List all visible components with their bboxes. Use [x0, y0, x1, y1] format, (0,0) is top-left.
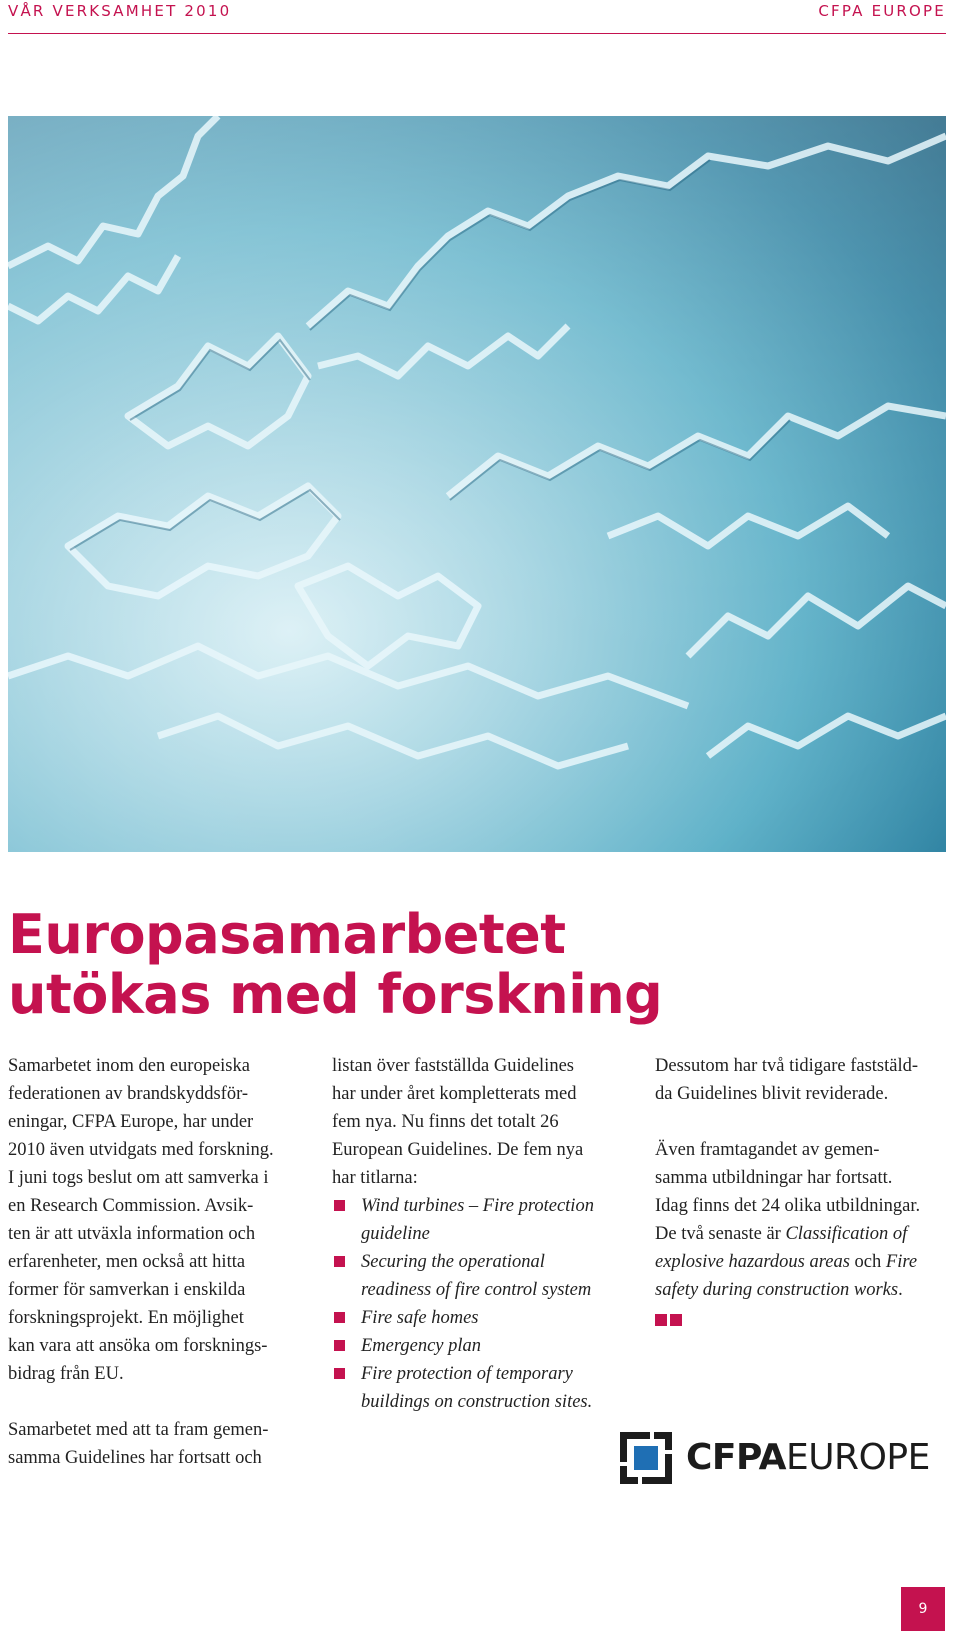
body-line: [655, 1276, 955, 1304]
bullet-square-icon: [334, 1256, 345, 1267]
body-column-1: [8, 1052, 308, 1472]
bullet-square-icon: [334, 1312, 345, 1323]
body-text: .: [898, 1280, 903, 1300]
list-item-line: Fire protection of temporary: [361, 1364, 573, 1384]
course-title: Fire: [885, 1252, 918, 1272]
list-item: [332, 1360, 652, 1416]
course-title: Classification of: [785, 1224, 908, 1244]
list-item-line: buildings on construction sites.: [361, 1392, 593, 1412]
body-line: samma Guidelines har fortsatt och: [8, 1448, 262, 1468]
europe-map-photo: [8, 116, 946, 852]
list-item: [332, 1332, 652, 1360]
body-line: erfarenheter, men också att hitta: [8, 1252, 246, 1272]
body-column-2: [332, 1052, 652, 1416]
course-title: explosive hazardous areas: [655, 1252, 850, 1272]
running-header: [8, 0, 946, 34]
cfpa-europe-logo: [620, 1430, 948, 1484]
list-item: [332, 1192, 652, 1248]
list-item-line: Fire safe homes: [361, 1308, 479, 1328]
body-text: och: [849, 1252, 886, 1272]
body-line: listan över fastställda Guidelines: [332, 1056, 574, 1076]
body-line: former för samverkan i enskilda: [8, 1280, 246, 1300]
list-item-line: Securing the operational: [361, 1252, 545, 1272]
course-title: safety during construction works: [655, 1280, 899, 1300]
list-item-line: Emergency plan: [361, 1336, 482, 1356]
body-line: Samarbetet med att ta fram gemen-: [8, 1420, 269, 1440]
body-line: har titlarna:: [332, 1168, 418, 1188]
list-item-line: guideline: [361, 1224, 430, 1244]
bullet-square-icon: [334, 1340, 345, 1351]
logo-wordmark-bold: CFPA: [686, 1437, 786, 1478]
body-line: Även framtagandet av gemen-: [655, 1140, 880, 1160]
list-item: [332, 1248, 652, 1304]
bullet-square-icon: [334, 1200, 345, 1211]
header-section-title: VÅR VERKSAMHET 2010: [8, 2, 232, 20]
body-line: eningar, CFPA Europe, har under: [8, 1112, 254, 1132]
header-publisher: CFPA EUROPE: [818, 2, 946, 20]
body-line: 2010 även utvidgats med forskning.: [8, 1140, 274, 1160]
body-line: Samarbetet inom den europeiska: [8, 1056, 250, 1076]
article-title: [8, 905, 662, 1025]
cfpa-logo-icon: [620, 1432, 672, 1484]
logo-wordmark: [686, 1434, 930, 1482]
body-line: [655, 1220, 955, 1248]
body-line: bidrag från EU.: [8, 1364, 124, 1384]
body-line: federationen av brandskyddsför-: [8, 1084, 249, 1104]
body-line: forskningsprojekt. En möjlighet: [8, 1308, 244, 1328]
body-line: Idag finns det 24 olika utbildningar.: [655, 1196, 921, 1216]
list-item-line: Wind turbines – Fire protection: [361, 1196, 594, 1216]
bullet-square-icon: [334, 1368, 345, 1379]
body-line: da Guidelines blivit reviderade.: [655, 1084, 889, 1104]
body-line: [655, 1248, 955, 1276]
body-text: De två senaste är: [655, 1224, 786, 1244]
guidelines-list: [332, 1192, 652, 1416]
logo-wordmark-light: EUROPE: [785, 1437, 930, 1478]
body-line: fem nya. Nu finns det totalt 26: [332, 1112, 559, 1132]
article-title-line-1: Europasamarbetet: [8, 903, 566, 966]
body-line: samma utbildningar har fortsatt.: [655, 1168, 893, 1188]
glass-map-illustration: [8, 116, 946, 852]
article-title-line-2: utökas med forskning: [8, 963, 663, 1026]
body-line: European Guidelines. De fem nya: [332, 1140, 584, 1160]
body-line: kan vara att ansöka om forsknings-: [8, 1336, 268, 1356]
body-line: ten är att utväxla information och: [8, 1224, 256, 1244]
list-item-line: readiness of fire control system: [361, 1280, 592, 1300]
page-number: 9: [901, 1587, 945, 1631]
end-of-article-mark: [655, 1314, 955, 1326]
body-line: en Research Commission. Avsik-: [8, 1196, 254, 1216]
body-line: har under året kompletterats med: [332, 1084, 577, 1104]
body-column-3: [655, 1052, 955, 1326]
body-line: Dessutom har två tidigare faststäld-: [655, 1056, 919, 1076]
list-item: [332, 1304, 652, 1332]
body-line: I juni togs beslut om att samverka i: [8, 1168, 269, 1188]
